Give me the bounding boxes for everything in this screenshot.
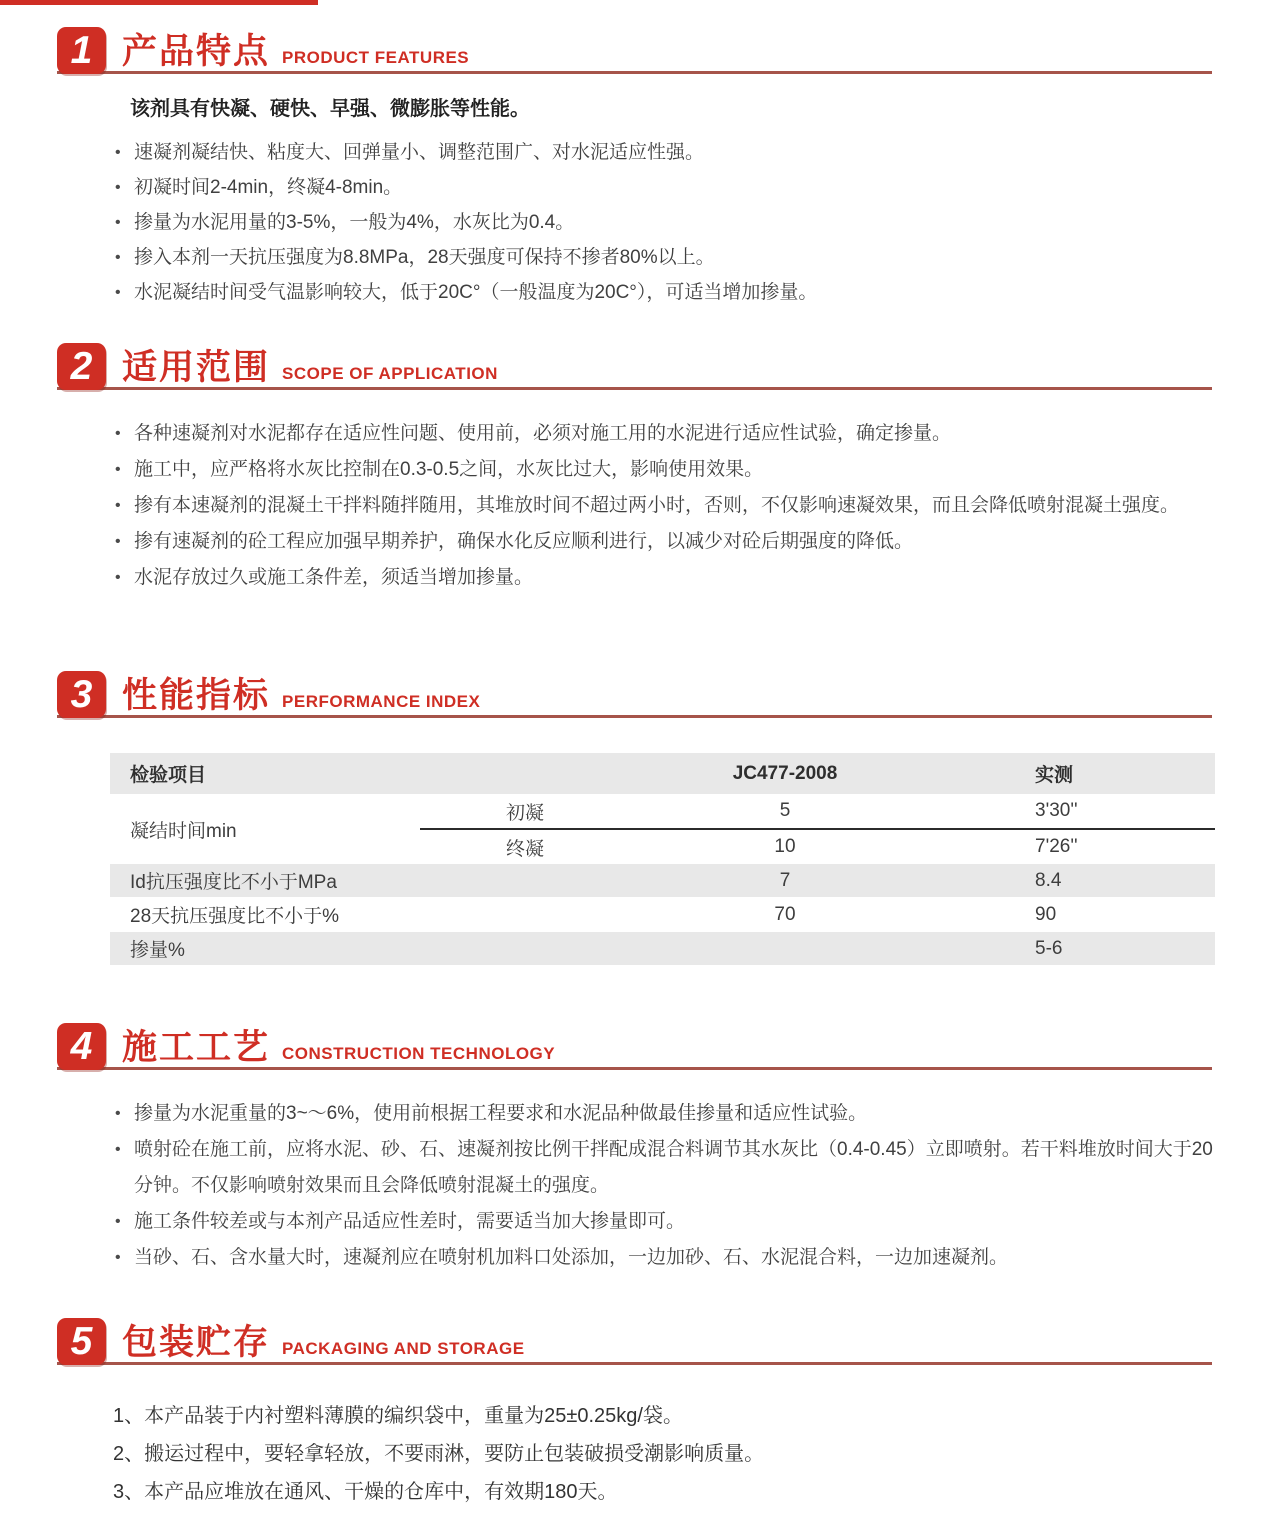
bullet-item: • 掺有本速凝剂的混凝土干拌料随拌随用，其堆放时间不超过两小时，否则，不仅影响速凝效果，而且会降低喷射混凝土强度。 [113, 488, 1218, 524]
table-subrow-final-set [420, 828, 1215, 864]
bullet-item: • 各种速凝剂对水泥都存在适应性问题、使用前，必须对施工用的水泥进行适应性试验，确定掺量。 [113, 416, 1218, 452]
row-measured-value: 90 [1035, 903, 1057, 925]
section-4-header [57, 1018, 1212, 1070]
initial-set-standard: 5 [779, 800, 791, 821]
numbered-item: 3、本产品应堆放在通风、干燥的仓库中，有效期180天。 [113, 1481, 618, 1503]
row-label: 28天抗压强度比不小于% [130, 906, 340, 927]
section-5-title: 包装贮存 [122, 1323, 271, 1362]
section-5-header [57, 1313, 1212, 1365]
section-construction-technology [0, 1018, 1280, 1276]
section-4-title: 施工工艺 [122, 1028, 271, 1067]
section-3-subtitle: PERFORMANCE INDEX [282, 692, 481, 711]
section-scope-of-application [0, 338, 1280, 596]
numbered-item: 2、搬运过程中，要轻拿轻放，不要雨淋，要防止包装破损受潮影响质量。 [113, 1443, 765, 1465]
section-2-header [57, 338, 1212, 390]
section-1-subtitle: PRODUCT FEATURES [282, 48, 470, 67]
bullet-item: • 掺量为水泥重量的3~～6%，使用前根据工程要求和水泥品种做最佳掺量和适应性试验。 [113, 1096, 1218, 1132]
section-number: 5 [70, 1319, 93, 1363]
section-number: 4 [70, 1024, 93, 1068]
col-header-measured: 实测 [1035, 765, 1074, 786]
section-2-title: 适用范围 [122, 348, 271, 387]
bullet-item: • 掺入本剂一天抗压强度为8.8MPa，28天强度可保持不掺者80%以上。 [113, 240, 1218, 275]
table-row-dosage [110, 932, 1215, 965]
row-standard-value: 70 [774, 903, 796, 925]
section-number: 3 [70, 672, 93, 716]
row-label: 掺量% [130, 940, 185, 961]
section-4-subtitle: CONSTRUCTION TECHNOLOGY [282, 1044, 556, 1063]
section-1-title: 产品特点 [122, 32, 271, 71]
performance-table [110, 753, 1215, 965]
initial-set-name: 初凝 [505, 802, 544, 824]
table-row-28d-strength [110, 897, 1215, 932]
section-packaging-storage [0, 1313, 1280, 1511]
initial-set-measured: 3'30'' [1035, 800, 1078, 821]
table-row-1d-strength [110, 864, 1215, 897]
row-standard-value: 7 [779, 869, 791, 891]
final-set-name: 终凝 [505, 838, 544, 860]
numbered-item: 1、本产品装于内衬塑料薄膜的编织袋中，重量为25±0.25kg/袋。 [113, 1405, 683, 1427]
section-2-number-badge [57, 343, 106, 390]
section-number: 2 [70, 344, 93, 388]
bullet-item: • 掺有速凝剂的砼工程应加强早期养护，确保水化反应顺利进行，以减少对砼后期强度的降低。 [113, 524, 1218, 560]
section-performance-index [0, 666, 1280, 965]
packaging-list [113, 1397, 1218, 1511]
scope-list [113, 416, 1218, 596]
table-row-setting-time [110, 794, 1215, 864]
section-3-number-badge [57, 671, 106, 718]
table-header-row [110, 753, 1215, 794]
product-features-list [113, 135, 1218, 310]
setting-time-subrows [420, 794, 1215, 864]
section-2-subtitle: SCOPE OF APPLICATION [282, 364, 498, 383]
bullet-item: • 施工条件较差或与本剂产品适应性差时，需要适当加大掺量即可。 [113, 1204, 1218, 1240]
bullet-item: • 水泥存放过久或施工条件差，须适当增加掺量。 [113, 560, 1218, 596]
section-product-features [0, 22, 1280, 310]
col-header-standard: JC477-2008 [732, 762, 838, 784]
construction-list [113, 1096, 1218, 1276]
section-number: 1 [70, 28, 93, 72]
bullet-item: • 喷射砼在施工前，应将水泥、砂、石、速凝剂按比例干拌配成混合料调节其水灰比（0.4-0.45）立即喷射。若干料堆放时间大于20分钟。不仅影响喷射效果而且会降低喷射混凝土的强度。 [113, 1132, 1218, 1204]
bullet-item: • 水泥凝结时间受气温影响较大，低于20C°（一般温度为20C°），可适当增加掺量。 [113, 275, 1218, 310]
bullet-item: • 施工中，应严格将水灰比控制在0.3-0.5之间，水灰比过大，影响使用效果。 [113, 452, 1218, 488]
section-3-title: 性能指标 [122, 676, 271, 715]
final-set-measured: 7'26'' [1035, 836, 1078, 857]
section-1-header [57, 22, 1212, 74]
row-measured-value: 5-6 [1035, 937, 1063, 959]
setting-time-label: 凝结时间min [130, 820, 237, 842]
section-4-number-badge [57, 1023, 106, 1070]
section-5-subtitle: PACKAGING AND STORAGE [282, 1339, 525, 1358]
bullet-item: • 当砂、石、含水量大时，速凝剂应在喷射机加料口处添加，一边加砂、石、水泥混合料，一边加速凝剂。 [113, 1240, 1218, 1276]
bullet-item: • 掺量为水泥用量的3-5%，一般为4%，水灰比为0.4。 [113, 205, 1218, 240]
table-subrow-initial-set [420, 794, 1215, 828]
row-measured-value: 8.4 [1035, 869, 1062, 891]
col-header-item: 检验项目 [130, 765, 207, 786]
section-5-number-badge [57, 1318, 106, 1365]
bullet-item: • 速凝剂凝结快、粘度大、回弹量小、调整范围广、对水泥适应性强。 [113, 135, 1218, 170]
final-set-standard: 10 [774, 836, 796, 857]
row-label: Id抗压强度比不小于MPa [130, 872, 337, 893]
section-1-number-badge [57, 27, 106, 74]
section-3-header [57, 666, 1212, 718]
product-intro-line: 该剂具有快凝、硬快、早强、微膨胀等性能。 [130, 98, 530, 120]
top-accent-strip [0, 0, 318, 5]
bullet-item: • 初凝时间2-4min，终凝4-8min。 [113, 170, 1218, 205]
